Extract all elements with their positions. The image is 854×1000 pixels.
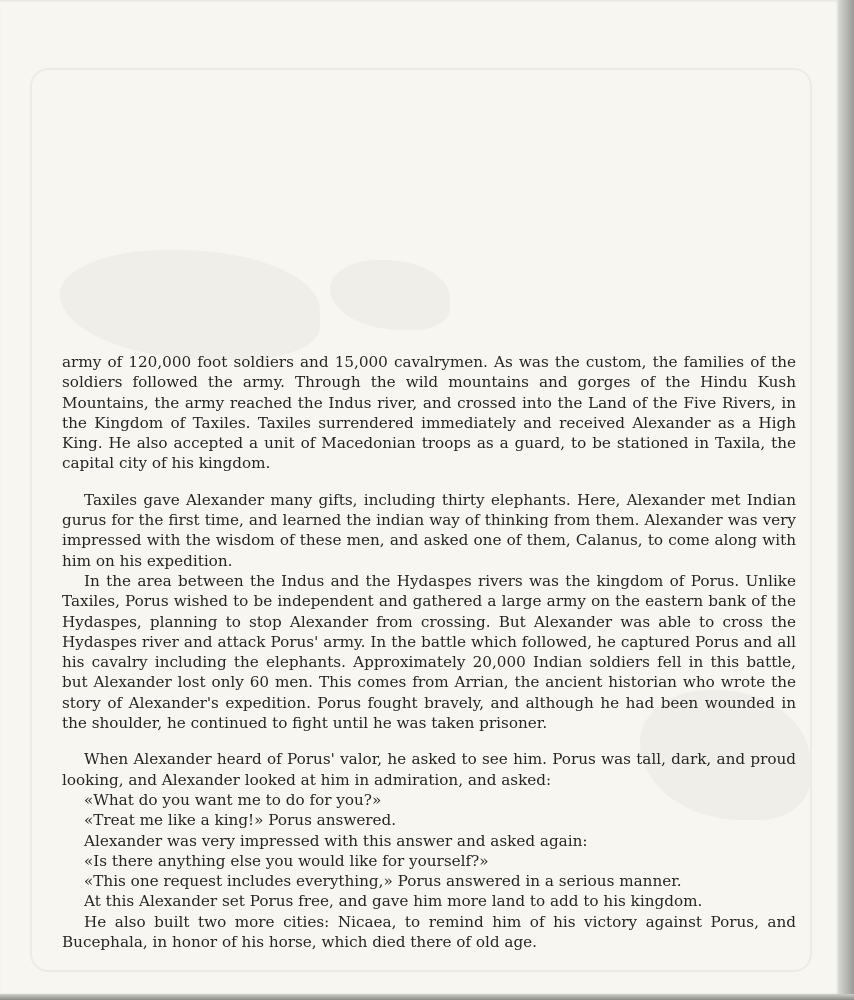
page-edge-right <box>838 0 854 1000</box>
paragraph: army of 120,000 foot soldiers and 15,000 cavalrymen. As was the custom, the families of the soldiers followed the army. Through the wild mountains and gorges of the Hindu Kush Mountains, the army reached the Indus river, and crossed into the Land of the Five Rivers, in the Kingdom of Taxiles. Taxiles surrendered immediately and received Alexander as a High King. He also accepted a unit of Macedonian troops as a guard, to be stationed in Taxila, the capital city of his kingdom. <box>62 353 796 473</box>
dialogue-line: «Is there anything else you would like for yourself?» <box>84 851 489 870</box>
paragraph: Taxiles gave Alexander many gifts, including thirty elephants. Here, Alexander met Indian gurus for the first time, and learned the indian way of thinking from them. Alexander was very impressed with the wisdom of these men, and asked one of them, Calanus, to come along with him on his expedition. <box>62 490 796 570</box>
dialogue-line: «What do you want me to do for you?» <box>84 790 382 809</box>
closing-paragraph: He also built two more cities: Nicaea, to remind him of his victory against Porus, and Bucephala, in honor of his horse, which died there of old age. <box>62 912 796 952</box>
paragraph: In the area between the Indus and the Hydaspes rivers was the kingdom of Porus. Unlike Taxiles, Porus wished to be independent and gathered a large army on the eastern bank of the Hydaspes, planning to stop Alexander from crossing. But Alexander was able to cross the Hydaspes river and attack Porus' army. In the battle which followed, he captured Porus and all his cavalry including the elephants. Approximately 20,000 Indian soldiers fell in this battle, but Alexander lost only 60 men. This comes from Arrian, the ancient historian who wrote the story of Alexander's expedition. Porus fought bravely, and although he had been wounded in the shoulder, he continued to fight until he was taken prisoner. <box>62 571 796 733</box>
page-edge-bottom <box>0 994 854 1000</box>
dialogue-line: Alexander was very impressed with this answer and asked again: <box>84 831 588 850</box>
dialogue-line: At this Alexander set Porus free, and gave him more land to add to his kingdom. <box>84 892 703 911</box>
dialogue-line: «Treat me like a king!» Porus answered. <box>84 811 397 830</box>
paragraph: When Alexander heard of Porus' valor, he asked to see him. Porus was tall, dark, and proud looking, and Alexander looked at him in admiration, and asked: <box>62 750 796 789</box>
article-body <box>62 352 796 952</box>
dialogue-line: «This one request includes everything,» Porus answered in a serious manner. <box>84 872 682 891</box>
